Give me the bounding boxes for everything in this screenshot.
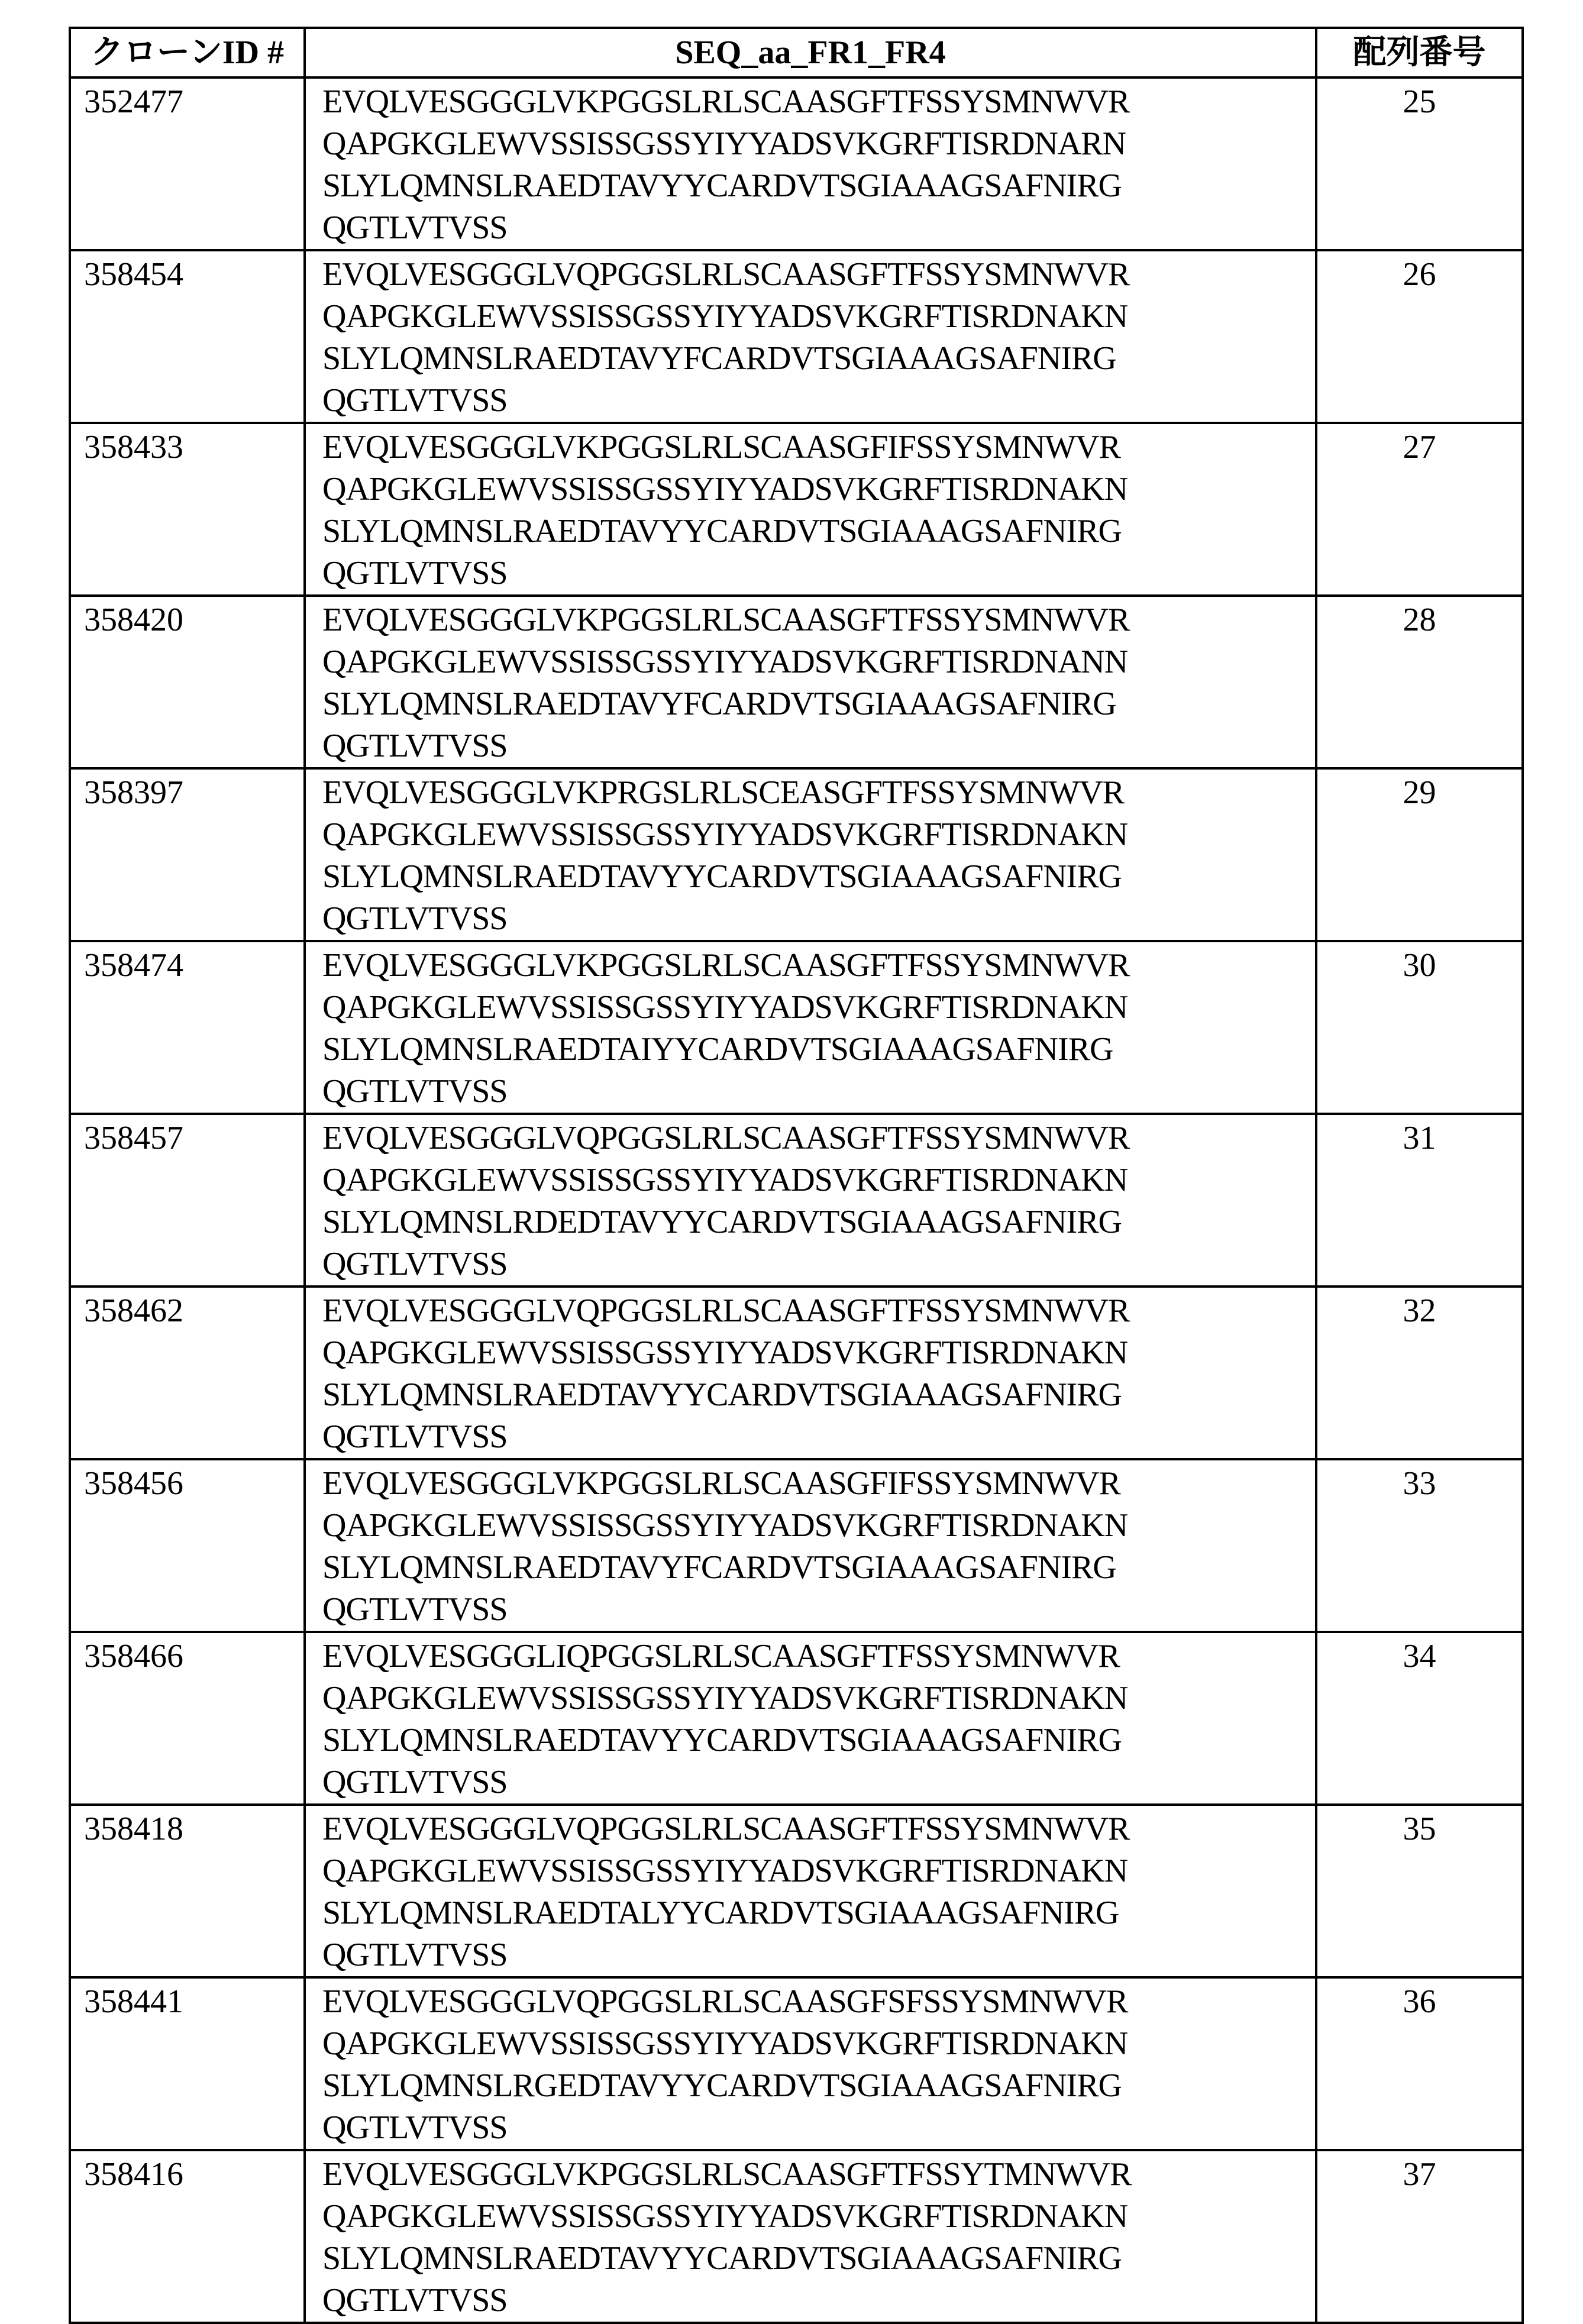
clone-id-cell: 358466: [70, 1632, 305, 1805]
sequence-cell: [305, 1287, 1316, 1459]
header-seq-id-number: 配列番号: [1316, 28, 1523, 77]
seq-id-number-cell: 37: [1316, 2150, 1523, 2323]
sequence-line: QGTLVTVSS: [322, 1589, 1315, 1631]
sequence-line: SLYLQMNSLRAEDTAVYYCARDVTSGIAAAGSAFNIRG: [322, 2238, 1315, 2280]
clone-id-cell: 358420: [70, 596, 305, 768]
sequence-line: EVQLVESGGGLVQPGGSLRLSCAASGFTFSSYSMNWVR: [322, 1290, 1315, 1332]
table-row: [70, 1287, 1523, 1459]
sequence-line: EVQLVESGGGLVQPGGSLRLSCAASGFTFSSYSMNWVR: [322, 254, 1315, 296]
seq-id-number-cell: 26: [1316, 250, 1523, 423]
sequence-line: QAPGKGLEWVSSISSGSSYIYYADSVKGRFTISRDNANN: [322, 641, 1315, 683]
seq-id-number-cell: 25: [1316, 77, 1523, 250]
sequence-line: QGTLVTVSS: [322, 552, 1315, 594]
sequence-line: EVQLVESGGGLVKPGGSLRLSCAASGFTFSSYSMNWVR: [322, 81, 1315, 123]
sequence-line: SLYLQMNSLRAEDTAVYYCARDVTSGIAAAGSAFNIRG: [322, 165, 1315, 207]
sequence-line: SLYLQMNSLRAEDTAVYFCARDVTSGIAAAGSAFNIRG: [322, 338, 1315, 380]
seq-id-number-cell: 30: [1316, 941, 1523, 1114]
sequence-cell: [305, 250, 1316, 423]
sequence-line: QAPGKGLEWVSSISSGSSYIYYADSVKGRFTISRDNAKN: [322, 296, 1315, 338]
seq-id-number-cell: 33: [1316, 1459, 1523, 1632]
sequence-line: SLYLQMNSLRAEDTALYYCARDVTSGIAAAGSAFNIRG: [322, 1892, 1315, 1934]
table-row: [70, 1977, 1523, 2150]
sequence-line: QGTLVTVSS: [322, 1934, 1315, 1976]
sequence-line: EVQLVESGGGLVQPGGSLRLSCAASGFTFSSYSMNWVR: [322, 1808, 1315, 1850]
sequence-line: QGTLVTVSS: [322, 207, 1315, 249]
sequence-line: EVQLVESGGGLVKPGGSLRLSCAASGFTFSSYSMNWVR: [322, 599, 1315, 641]
header-clone-id: クローンID #: [70, 28, 305, 77]
sequence-cell: [305, 2150, 1316, 2323]
sequence-line: QAPGKGLEWVSSISSGSSYIYYADSVKGRFTISRDNAKN: [322, 1850, 1315, 1892]
sequence-cell: [305, 1632, 1316, 1805]
sequence-line: SLYLQMNSLRAEDTAIYYCARDVTSGIAAAGSAFNIRG: [322, 1029, 1315, 1071]
clone-id-cell: 358474: [70, 941, 305, 1114]
clone-id-cell: 352477: [70, 77, 305, 250]
sequence-cell: [305, 1805, 1316, 1977]
sequence-line: QAPGKGLEWVSSISSGSSYIYYADSVKGRFTISRDNAKN: [322, 468, 1315, 510]
sequence-line: EVQLVESGGGLVKPRGSLRLSCEASGFTFSSYSMNWVR: [322, 772, 1315, 814]
sequence-line: QAPGKGLEWVSSISSGSSYIYYADSVKGRFTISRDNAKN: [322, 987, 1315, 1029]
sequence-line: EVQLVESGGGLVKPGGSLRLSCAASGFTFSSYTMNWVR: [322, 2154, 1315, 2196]
sequence-line: QAPGKGLEWVSSISSGSSYIYYADSVKGRFTISRDNAKN: [322, 1159, 1315, 1201]
sequence-cell: [305, 941, 1316, 1114]
sequence-line: SLYLQMNSLRGEDTAVYYCARDVTSGIAAAGSAFNIRG: [322, 2065, 1315, 2107]
clone-id-cell: 358416: [70, 2150, 305, 2323]
clone-id-cell: 358433: [70, 423, 305, 596]
table-row: [70, 1805, 1523, 1977]
sequence-line: SLYLQMNSLRDEDTAVYYCARDVTSGIAAAGSAFNIRG: [322, 1201, 1315, 1243]
sequence-line: QAPGKGLEWVSSISSGSSYIYYADSVKGRFTISRDNAKN: [322, 2023, 1315, 2065]
clone-id-cell: 358397: [70, 768, 305, 941]
seq-id-number-cell: 36: [1316, 1977, 1523, 2150]
sequence-line: QAPGKGLEWVSSISSGSSYIYYADSVKGRFTISRDNAKN: [322, 2196, 1315, 2238]
sequence-line: QGTLVTVSS: [322, 1761, 1315, 1803]
clone-id-cell: 358441: [70, 1977, 305, 2150]
seq-id-number-cell: 31: [1316, 1114, 1523, 1287]
sequence-cell: [305, 1114, 1316, 1287]
table-row: [70, 768, 1523, 941]
seq-id-number-cell: 29: [1316, 768, 1523, 941]
sequence-line: QGTLVTVSS: [322, 2280, 1315, 2322]
sequence-line: QAPGKGLEWVSSISSGSSYIYYADSVKGRFTISRDNAKN: [322, 1677, 1315, 1719]
sequence-cell: [305, 596, 1316, 768]
clone-id-cell: 358454: [70, 250, 305, 423]
sequence-line: QGTLVTVSS: [322, 1416, 1315, 1458]
seq-id-number-cell: 35: [1316, 1805, 1523, 1977]
sequence-cell: [305, 1459, 1316, 1632]
table-row: [70, 250, 1523, 423]
sequence-cell: [305, 768, 1316, 941]
sequence-line: EVQLVESGGGLVQPGGSLRLSCAASGFSFSSYSMNWVR: [322, 1981, 1315, 2023]
sequence-line: EVQLVESGGGLVKPGGSLRLSCAASGFIFSSYSMNWVR: [322, 426, 1315, 468]
sequence-line: QGTLVTVSS: [322, 725, 1315, 767]
sequence-line: QAPGKGLEWVSSISSGSSYIYYADSVKGRFTISRDNARN: [322, 123, 1315, 165]
table-row: [70, 1632, 1523, 1805]
sequence-line: SLYLQMNSLRAEDTAVYYCARDVTSGIAAAGSAFNIRG: [322, 1719, 1315, 1761]
header-sequence: SEQ_aa_FR1_FR4: [305, 28, 1316, 77]
seq-id-number-cell: 34: [1316, 1632, 1523, 1805]
sequence-line: SLYLQMNSLRAEDTAVYFCARDVTSGIAAAGSAFNIRG: [322, 1547, 1315, 1589]
sequence-line: QAPGKGLEWVSSISSGSSYIYYADSVKGRFTISRDNAKN: [322, 1332, 1315, 1374]
clone-id-cell: 358456: [70, 1459, 305, 1632]
table-row: [70, 77, 1523, 250]
sequence-line: SLYLQMNSLRAEDTAVYYCARDVTSGIAAAGSAFNIRG: [322, 510, 1315, 552]
sequence-line: QGTLVTVSS: [322, 380, 1315, 422]
clone-id-cell: 358457: [70, 1114, 305, 1287]
table-row: [70, 596, 1523, 768]
sequence-line: QAPGKGLEWVSSISSGSSYIYYADSVKGRFTISRDNAKN: [322, 1505, 1315, 1547]
sequence-line: QGTLVTVSS: [322, 1243, 1315, 1285]
table-row: [70, 1114, 1523, 1287]
sequence-line: EVQLVESGGGLVKPGGSLRLSCAASGFIFSSYSMNWVR: [322, 1463, 1315, 1505]
clone-id-cell: 358462: [70, 1287, 305, 1459]
sequence-line: QGTLVTVSS: [322, 2107, 1315, 2149]
seq-id-number-cell: 28: [1316, 596, 1523, 768]
sequence-line: EVQLVESGGGLIQPGGSLRLSCAASGFTFSSYSMNWVR: [322, 1635, 1315, 1677]
table-body: [70, 77, 1523, 2323]
table-row: [70, 1459, 1523, 1632]
sequence-line: EVQLVESGGGLVKPGGSLRLSCAASGFTFSSYSMNWVR: [322, 945, 1315, 987]
sequence-cell: [305, 1977, 1316, 2150]
sequence-line: QGTLVTVSS: [322, 898, 1315, 940]
header-row: [70, 28, 1523, 77]
clone-id-cell: 358418: [70, 1805, 305, 1977]
seq-id-number-cell: 27: [1316, 423, 1523, 596]
sequence-line: SLYLQMNSLRAEDTAVYYCARDVTSGIAAAGSAFNIRG: [322, 1374, 1315, 1416]
seq-id-number-cell: 32: [1316, 1287, 1523, 1459]
sequence-line: QGTLVTVSS: [322, 1071, 1315, 1113]
sequence-cell: [305, 423, 1316, 596]
sequence-line: SLYLQMNSLRAEDTAVYYCARDVTSGIAAAGSAFNIRG: [322, 856, 1315, 898]
sequence-line: QAPGKGLEWVSSISSGSSYIYYADSVKGRFTISRDNAKN: [322, 814, 1315, 856]
table-row: [70, 2150, 1523, 2323]
sequence-cell: [305, 77, 1316, 250]
sequence-line: SLYLQMNSLRAEDTAVYFCARDVTSGIAAAGSAFNIRG: [322, 683, 1315, 725]
sequence-table: [69, 27, 1524, 2324]
sequence-line: EVQLVESGGGLVQPGGSLRLSCAASGFTFSSYSMNWVR: [322, 1117, 1315, 1159]
table-row: [70, 423, 1523, 596]
table-row: [70, 941, 1523, 1114]
